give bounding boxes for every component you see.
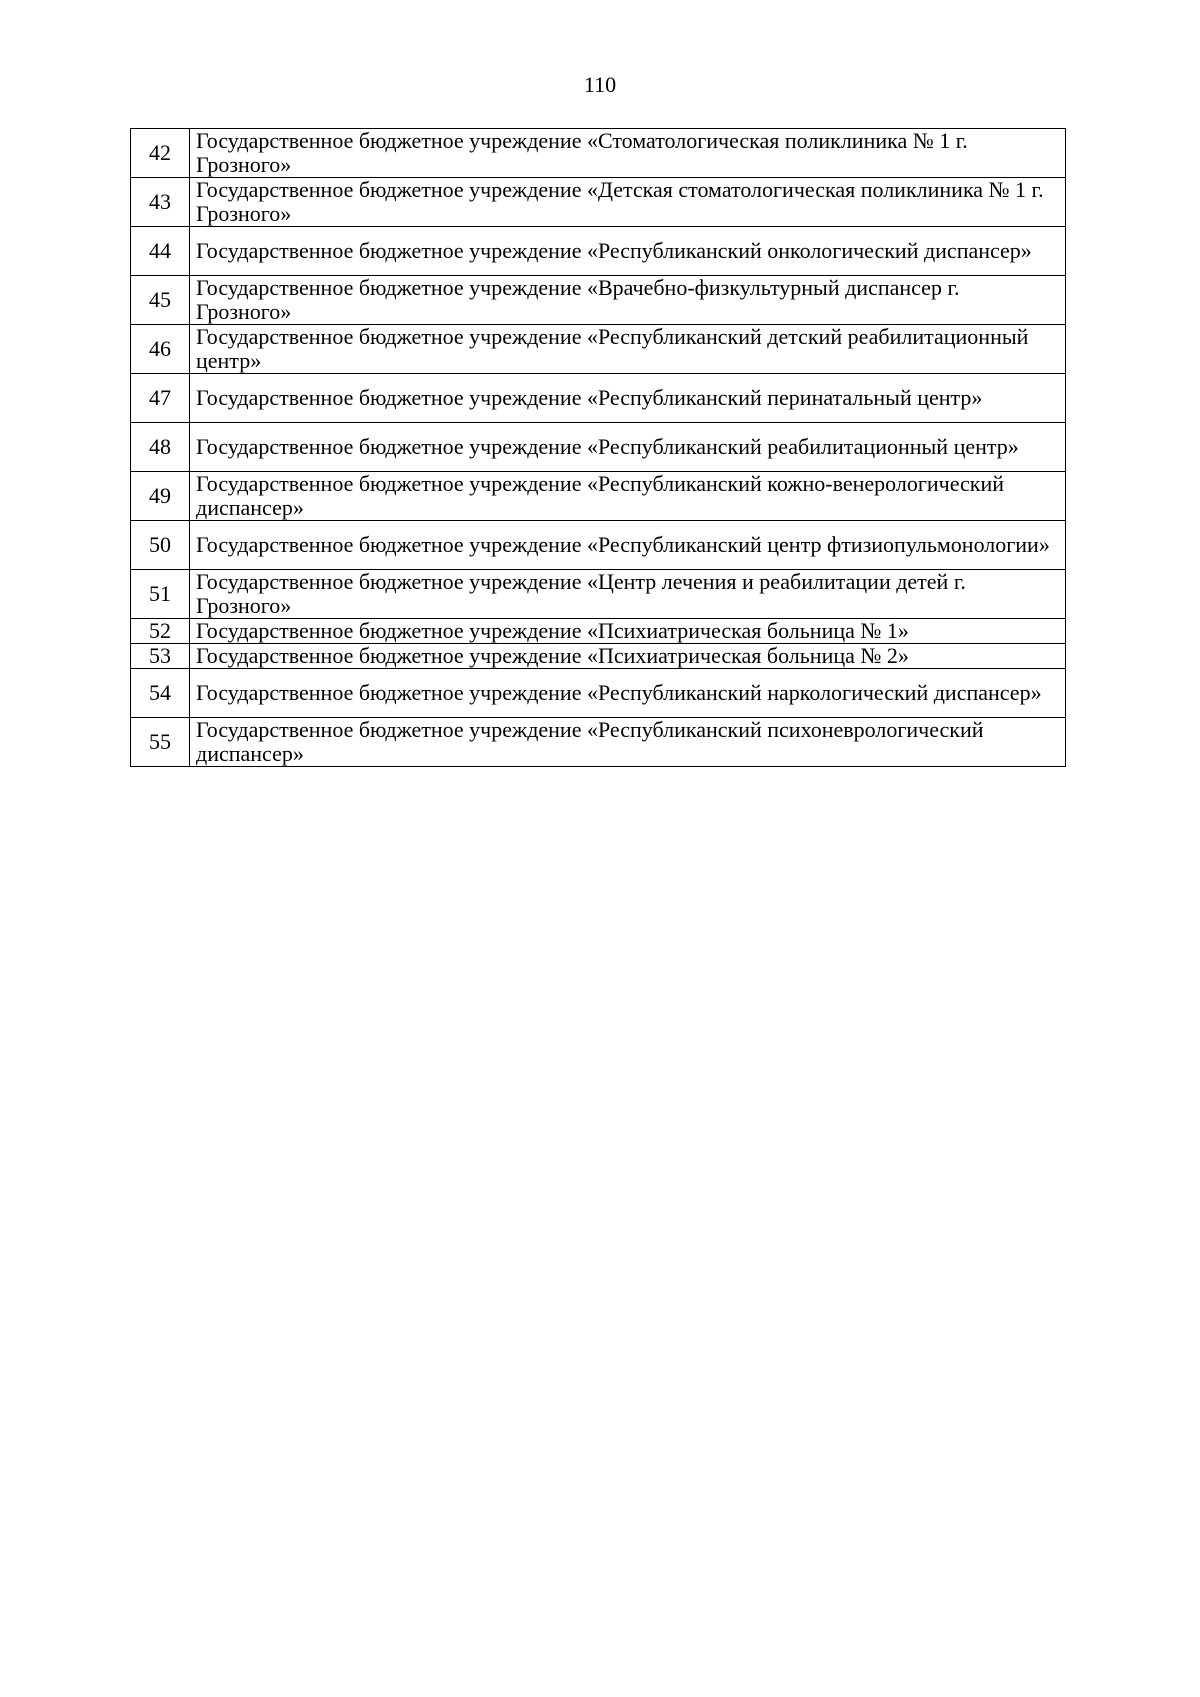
table-row	[131, 129, 1066, 178]
institution-name: Государственное бюджетное учреждение «Детская стоматологическая поликлиника № 1 г. Грозного»	[190, 178, 1066, 227]
institution-name: Государственное бюджетное учреждение «Республиканский кожно-венерологический диспансер»	[190, 472, 1066, 521]
institutions-table	[130, 128, 1066, 767]
institution-name: Государственное бюджетное учреждение «Психиатрическая больница № 2»	[190, 644, 1066, 669]
institution-name: Государственное бюджетное учреждение «Центр лечения и реабилитации детей г. Грозного»	[190, 570, 1066, 619]
table-row	[131, 325, 1066, 374]
institution-name: Государственное бюджетное учреждение «Республиканский психоневрологический диспансер»	[190, 718, 1066, 767]
row-number: 50	[131, 521, 190, 570]
row-number: 51	[131, 570, 190, 619]
institution-name: Государственное бюджетное учреждение «Республиканский центр фтизиопульмонологии»	[190, 521, 1066, 570]
table-row	[131, 178, 1066, 227]
institution-name: Государственное бюджетное учреждение «Стоматологическая поликлиника № 1 г. Грозного»	[190, 129, 1066, 178]
table-row	[131, 570, 1066, 619]
table-row	[131, 227, 1066, 276]
row-number: 55	[131, 718, 190, 767]
institution-name: Государственное бюджетное учреждение «Республиканский наркологический диспансер»	[190, 669, 1066, 718]
institution-name: Государственное бюджетное учреждение «Психиатрическая больница № 1»	[190, 619, 1066, 644]
row-number: 47	[131, 374, 190, 423]
row-number: 49	[131, 472, 190, 521]
table-row	[131, 472, 1066, 521]
row-number: 43	[131, 178, 190, 227]
institution-name: Государственное бюджетное учреждение «Республиканский перинатальный центр»	[190, 374, 1066, 423]
institution-name: Государственное бюджетное учреждение «Республиканский детский реабилитационный центр»	[190, 325, 1066, 374]
table-row	[131, 521, 1066, 570]
table-row	[131, 619, 1066, 644]
row-number: 44	[131, 227, 190, 276]
table-row	[131, 644, 1066, 669]
institution-name: Государственное бюджетное учреждение «Республиканский онкологический диспансер»	[190, 227, 1066, 276]
institution-name: Государственное бюджетное учреждение «Врачебно-физкультурный диспансер г. Грозного»	[190, 276, 1066, 325]
row-number: 54	[131, 669, 190, 718]
row-number: 45	[131, 276, 190, 325]
row-number: 53	[131, 644, 190, 669]
table-row	[131, 718, 1066, 767]
row-number: 48	[131, 423, 190, 472]
table-row	[131, 669, 1066, 718]
row-number: 52	[131, 619, 190, 644]
row-number: 46	[131, 325, 190, 374]
table-row	[131, 276, 1066, 325]
table-row	[131, 423, 1066, 472]
page-number: 110	[583, 72, 617, 97]
row-number: 42	[131, 129, 190, 178]
table-row	[131, 374, 1066, 423]
institutions-table-body	[131, 129, 1066, 767]
institution-name: Государственное бюджетное учреждение «Республиканский реабилитационный центр»	[190, 423, 1066, 472]
